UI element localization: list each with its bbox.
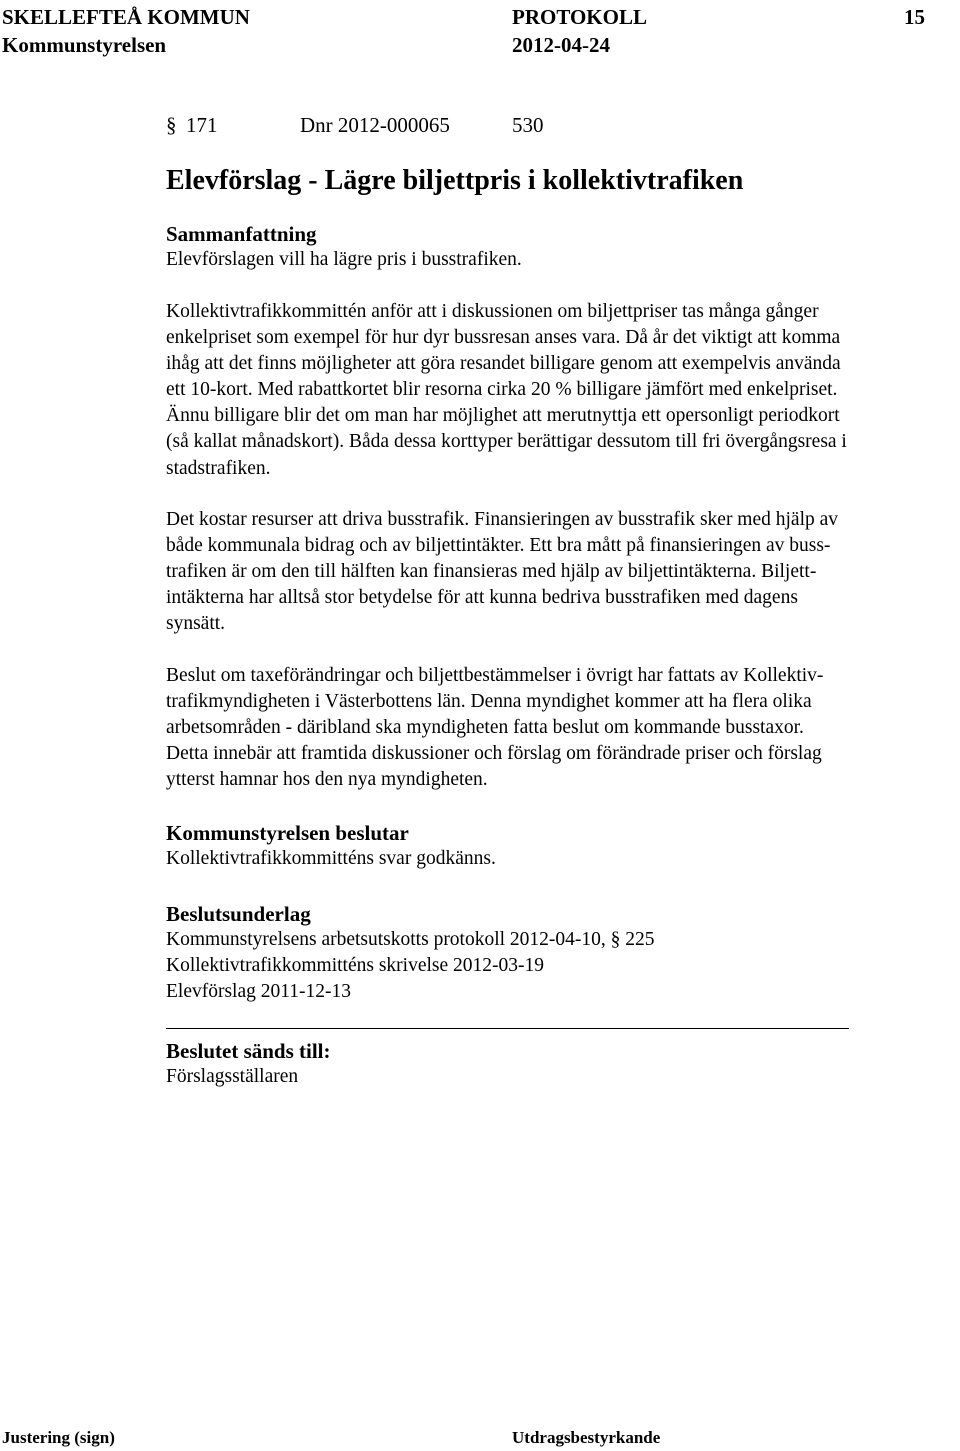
paragraph-line: stadstrafiken. bbox=[166, 457, 271, 479]
paragraph-line: Det kostar resurser att driva busstrafik. Finansieringen av busstrafik sker med hjälp av bbox=[166, 509, 839, 530]
diary-number: Dnr 2012-000065 bbox=[300, 113, 450, 137]
paragraph-line: enkelpriset som exempel för hur dyr bussresan anses vara. Då år det viktigt att komma bbox=[166, 327, 841, 349]
page-number: 15 bbox=[904, 5, 925, 29]
paragraph-line: trafiken är om den till hälften kan finansieras med hjälp av biljettintäkterna. Biljett- bbox=[166, 561, 817, 583]
sent-to-heading: Beslutet sänds till: bbox=[166, 1039, 331, 1063]
basis-item: Kollektivtrafikkommitténs skrivelse 2012-03-19 bbox=[166, 955, 545, 976]
signature-divider bbox=[166, 1028, 849, 1029]
paragraph-line: Ännu billigare blir det om man har möjlighet att merutnyttja ett opersonligt periodkort bbox=[166, 405, 840, 427]
paragraph-line: Kollektivtrafikkommittén anför att i diskussionen om biljettpriser tas många gånger bbox=[166, 301, 819, 322]
footer-utdragsbestyrkande: Utdragsbestyrkande bbox=[512, 1428, 661, 1447]
paragraph-line: arbetsområden - däribland ska myndigheten fatta beslut om kommande busstaxor. bbox=[166, 717, 804, 739]
footer-justering: Justering (sign) bbox=[2, 1428, 115, 1447]
basis-heading: Beslutsunderlag bbox=[166, 902, 311, 926]
header-body: Kommunstyrelsen bbox=[2, 33, 167, 57]
header-org: SKELLEFTEÅ KOMMUN bbox=[2, 5, 250, 29]
paragraph-line: ett 10-kort. Med rabattkortet blir resorna cirka 20 % billigare jämfört med enkelpriset. bbox=[166, 379, 838, 401]
paragraph-line: Detta innebär att framtida diskussioner och förslag om förändrade priser och förslag bbox=[166, 743, 822, 765]
basis-item: Kommunstyrelsens arbetsutskotts protokoll 2012-04-10, § 225 bbox=[166, 929, 655, 950]
paragraph-number: 171 bbox=[186, 113, 218, 137]
header-date: 2012-04-24 bbox=[512, 33, 610, 57]
paragraph-line: Beslut om taxeförändringar och biljettbestämmelser i övrigt har fattats av Kollektiv- bbox=[166, 665, 824, 686]
paragraph-line: både kommunala bidrag och av biljettintäkter. Ett bra mått på finansieringen av buss- bbox=[166, 535, 831, 557]
case-code: 530 bbox=[512, 113, 544, 137]
paragraph-line: ihåg att det finns möjligheter att göra resandet billigare genom att exempelvis använda bbox=[166, 353, 841, 375]
summary-paragraph-2 bbox=[166, 507, 956, 637]
paragraph-line: intäkterna har alltså stor betydelse för att kunna bedriva busstrafiken med dagens bbox=[166, 587, 798, 609]
summary-paragraph-1 bbox=[166, 299, 956, 482]
paragraph-symbol: § bbox=[166, 113, 177, 137]
paragraph-line: (så kallat månadskort). Båda dessa korttyper berättigar dessutom till fri övergångsresa i bbox=[166, 431, 847, 453]
paragraph-line: trafikmyndigheten i Västerbottens län. Denna myndighet kommer att ha flera olika bbox=[166, 691, 812, 713]
paragraph-line: synsätt. bbox=[166, 613, 226, 635]
summary-paragraph-3 bbox=[166, 663, 956, 793]
basis-item: Elevförslag 2011-12-13 bbox=[166, 981, 352, 1002]
decision-text: Kollektivtrafikkommitténs svar godkänns. bbox=[166, 848, 496, 869]
page-title: Elevförslag - Lägre biljettpris i kollektivtrafiken bbox=[166, 165, 744, 196]
summary-intro: Elevförslagen vill ha lägre pris i busstrafiken. bbox=[166, 249, 522, 270]
summary-heading: Sammanfattning bbox=[166, 222, 317, 246]
header-doc-type: PROTOKOLL bbox=[512, 5, 647, 29]
paragraph-line: ytterst hamnar hos den nya myndigheten. bbox=[166, 769, 488, 791]
decision-heading: Kommunstyrelsen beslutar bbox=[166, 821, 409, 845]
sent-to-recipient: Förslagsställaren bbox=[166, 1066, 299, 1087]
